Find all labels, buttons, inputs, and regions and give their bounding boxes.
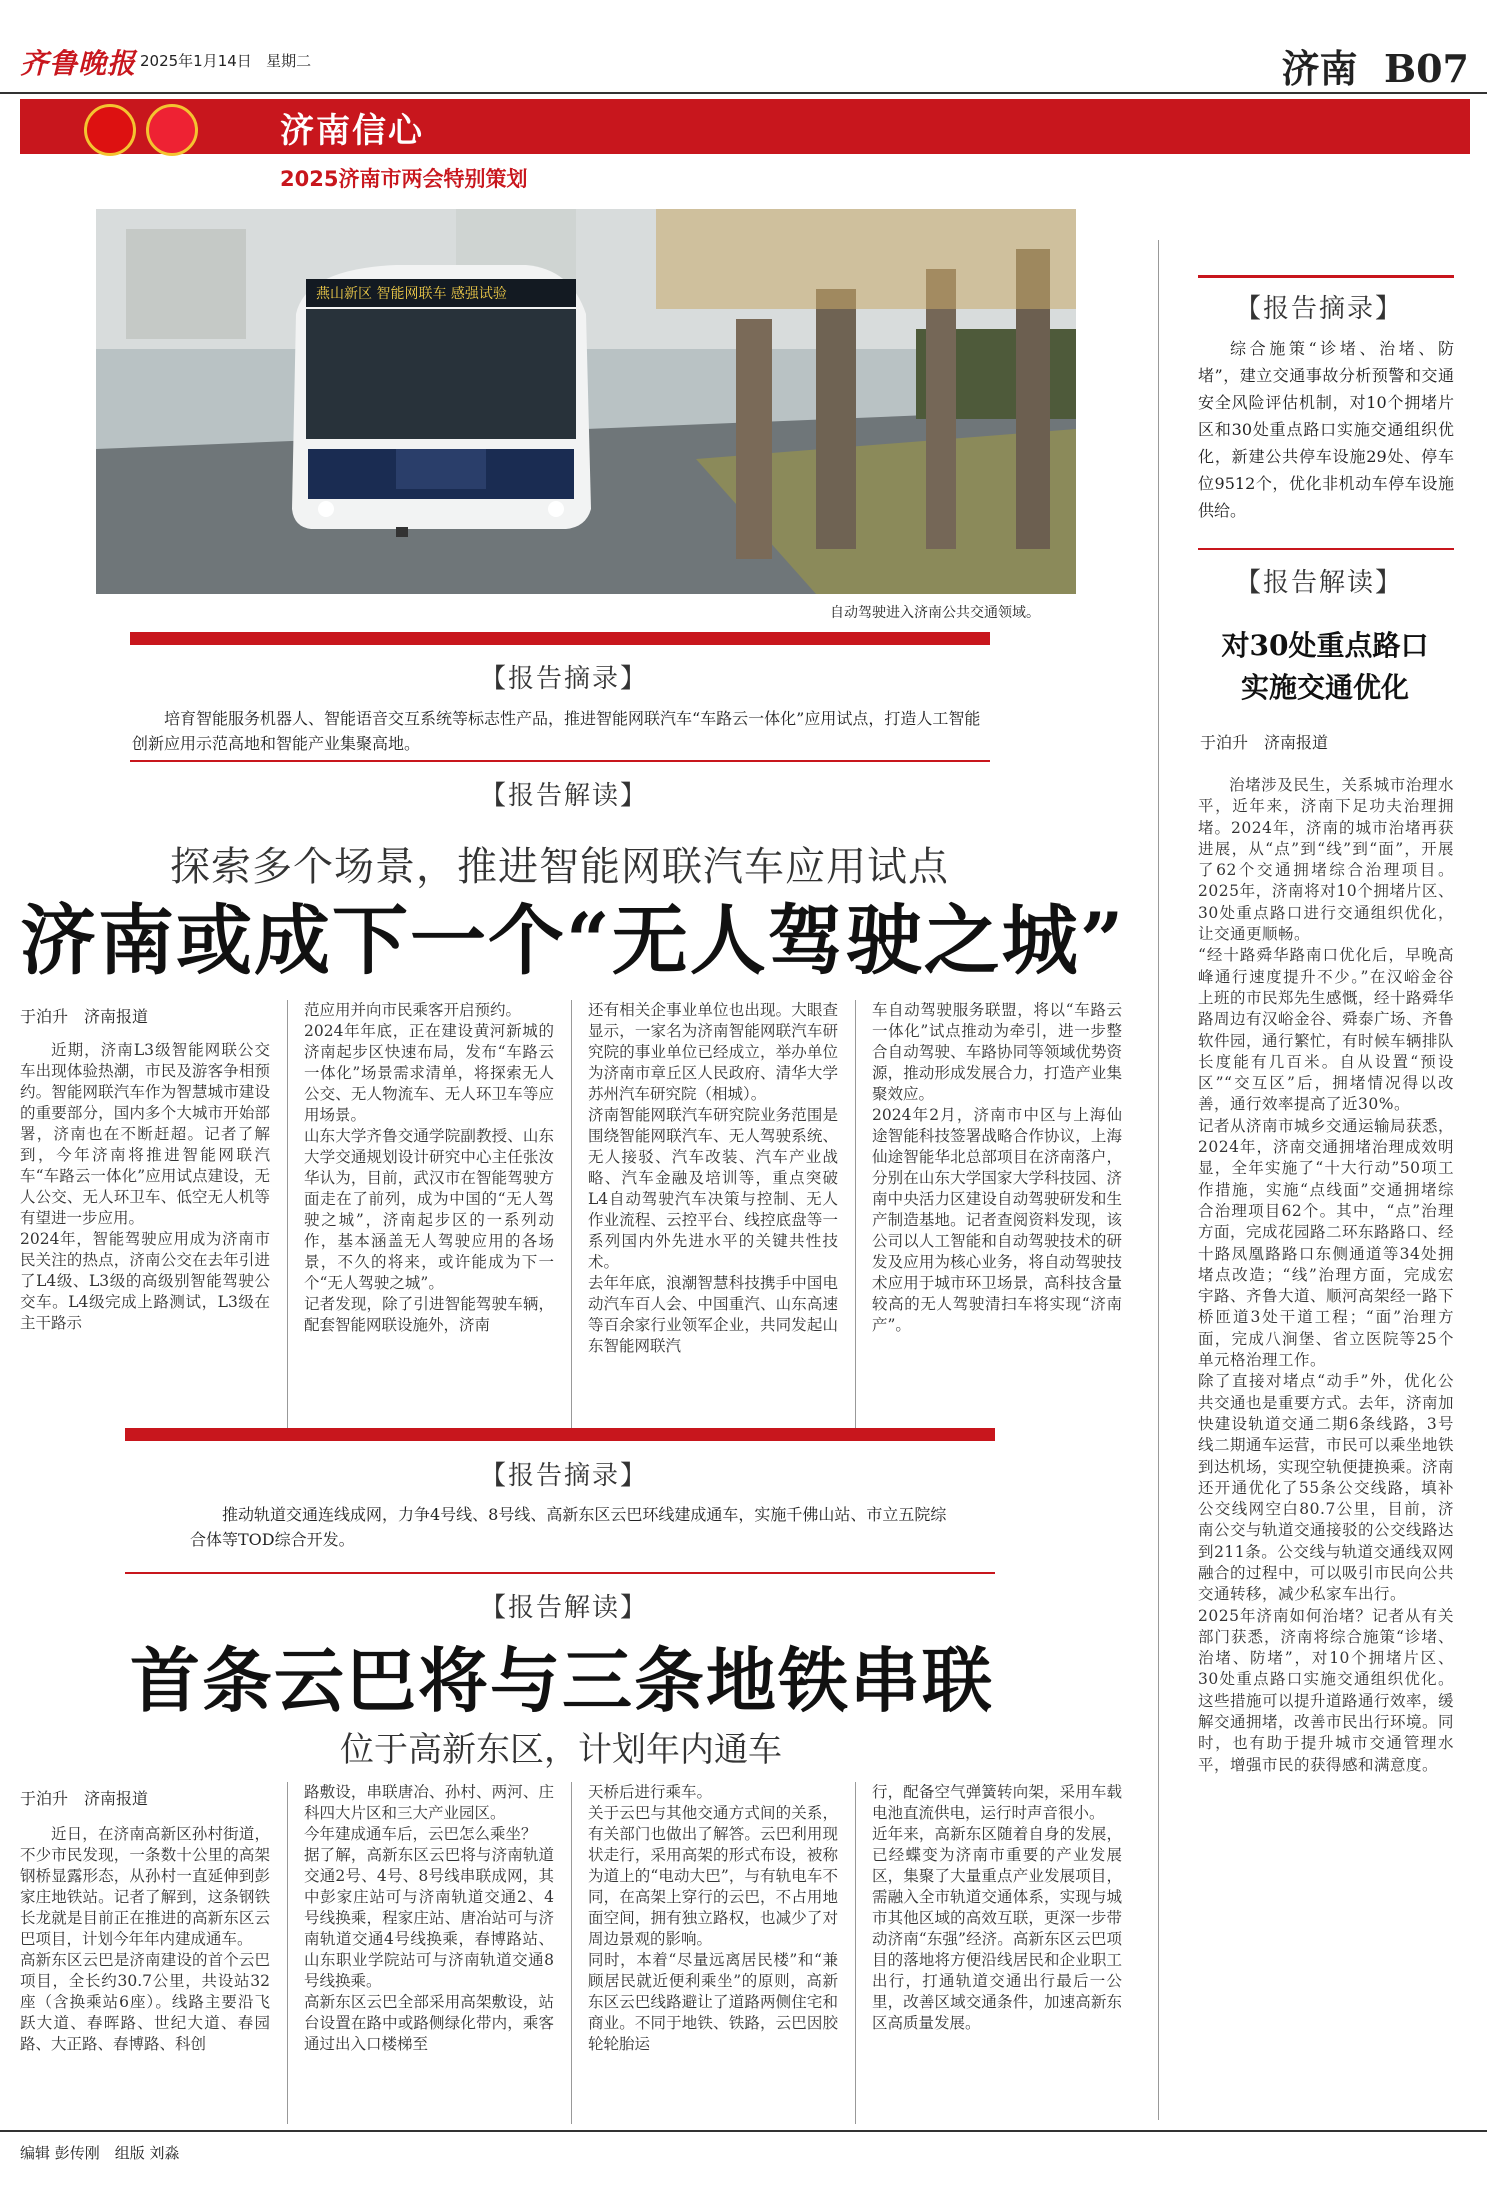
footer-rule <box>0 2130 1487 2132</box>
story2-column-1 <box>20 1824 270 2124</box>
story1-column-2-text: 范应用并向市民乘客开启预约。 2024年年底，正在建设黄河新城的济南起步区快速布局，发布“车路云一体化”场景需求清单，将探索无人公交、无人物流车、无人环卫车等应用场景。 山东大学齐鲁交通学院副教授、山东大学交通规划设计研究中心主任张汝华认为，目前，武汉市在智能驾驶方面走在了前列，成为中国的“无人驾驶之城”，济南起步区的一系列动作，基本涵盖无人驾驶应用的各场景，不久的将来，或许能成为下一个“无人驾驶之城”。 记者发现，除了引进智能驾驶车辆，配套智能网联设施外，济南 <box>304 1001 554 1334</box>
page-label <box>1282 38 1469 93</box>
story2-analysis-label: 【报告解读】 <box>480 1593 649 1623</box>
sidebar-divider <box>1158 240 1159 2120</box>
sidebar-headline-line2: 实施交通优化 <box>1240 671 1409 704</box>
weekday-text: 星期二 <box>266 52 312 70</box>
sidebar-excerpt-label: 【报告摘录】 <box>1235 294 1404 324</box>
story2-excerpt-label: 【报告摘录】 <box>480 1461 649 1491</box>
masthead-rule <box>0 92 1487 94</box>
story2-column-4-text: 行，配备空气弹簧转向架，采用车载电池直流供电，运行时声音很小。 近年来，高新东区随着自身的发展，已经蝶变为济南市重要的产业发展区，集聚了大量重点产业发展项目，需融入全市轨道交通体系，实现与城市其他区域的高效互联，更深一步带动济南“东强”经济。高新东区云巴项目的落地将方便沿线居民和企业职工出行，打通轨道交通出行最后一公里，改善区域交通条件，加速高新东区高质量发展。 <box>872 1783 1122 2032</box>
story2-top-bar <box>125 1428 995 1441</box>
sidebar-body-text: 治堵涉及民生，关系城市治理水平，近年来，济南下足功夫治理拥堵。2024年，济南的城市治堵再获进展，从“点”到“线”到“面”，开展了62个交通拥堵综合治理项目。2025年，济南将对10个拥堵片区、30处重点路口进行交通组织优化，让交通更顺畅。 “经十路舜华路南口优化后，早晚高峰通行速度提升不少。”在汉峪金谷上班的市民郑先生感慨，经十路舜华路周边有汉峪金谷、舜泰广场、齐鲁软件园，通行繁忙，有时候车辆排队长度能有几百米。自从设置“预设区”“交互区”后，拥堵情况得以改善，通行效率提高了近30%。 记者从济南市城乡交通运输局获悉，2024年，济南交通拥堵治理成效明显，全年实施了“十大行动”50项工作措施，实施“点线面”交通拥堵综合治理项目62个。其中，“点”治理方面，完成花园路二环东路路口、经十路凤凰路路口东侧通道等34处拥堵点改造；“线”治理方面，完成宏宇路、齐鲁大道、顺河高架经一路下桥匝道3处干道工程；“面”治理方面，完成八涧堡、省立医院等25个单元格治理工作。 除了直接对堵点“动手”外，优化公共交通也是重要方式。去年，济南加快建设轨道交通二期6条线路，3号线二期通车运营，市民可以乘坐地铁到达机场，实现空轨便捷换乘。济南还开通优化了55条公交线路，填补公交线网空白80.7公里，目前，济南公交与轨道交通接驳的公交线路达到211条。公交线与轨道交通线双网融合的过程中，可以吸引市民向公共交通转移，减少私家车出行。 2025年济南如何治堵？记者从有关部门获悉，济南将综合施策“诊堵、治堵、防堵”，对10个拥堵片区、30处重点路口实施交通组织优化。这些措施可以提升道路通行效率，缓解交通拥堵，改善市民出行环境。同时，也有助于提升城市交通管理水平，增强市民的获得感和满意度。 <box>1198 776 1454 1774</box>
sidebar-excerpt: 综合施策“诊堵、治堵、防堵”，建立交通事故分析预警和交通安全风险评估机制，对10个拥堵片区和30处重点路口实施交通组织优化，新建公共停车设施29处、停车位9512个，优化非机动车停车设施供给。 <box>1198 339 1454 520</box>
section-banner <box>20 99 1470 154</box>
story1-analysis-label: 【报告解读】 <box>480 781 649 811</box>
newspaper-logo: 齐鲁晚报 <box>20 47 137 80</box>
sidebar-headline-line1: 对30处重点路口 <box>1221 629 1429 662</box>
page-number: B07 <box>1384 46 1469 91</box>
sidebar-top-rule <box>1198 275 1454 278</box>
story2-column-4 <box>872 1782 1122 2124</box>
section-title: 济南信心 <box>280 111 424 151</box>
column-divider <box>855 1000 856 1430</box>
story2-headline: 首条云巴将与三条地铁串联 <box>130 1639 994 1722</box>
column-divider <box>571 1000 572 1430</box>
column-divider <box>287 1782 288 2124</box>
sidebar-headline <box>1190 625 1460 709</box>
story1-column-3-text: 还有相关企事业单位也出现。大眼查显示，一家名为济南智能网联汽车研究院的事业单位已经成立，举办单位为济南市章丘区人民政府、清华大学苏州汽车研究院（相城）。 济南智能网联汽车研究院业务范围是围绕智能网联汽车、无人驾驶系统、无人接驳、汽车改装、汽车产业战略、汽车金融及培训等，重点突破L4自动驾驶汽车决策与控制、无人作业流程、云控平台、线控底盘等一系列国内外先进水平的关键共性技术。 去年年底，浪潮智慧科技携手中国电动汽车百人会、中国重汽、山东高速等百余家行业领军企业，共同发起山东智能网联汽 <box>588 1001 838 1355</box>
story1-column-4-text: 车自动驾驶服务联盟，将以“车路云一体化”试点推动为牵引，进一步整合自动驾驶、车路协同等领域优势资源，推动形成发展合力，打造产业集聚效应。 2024年2月，济南市中区与上海仙途智能科技签署战略合作协议，上海仙途智能华北总部项目在济南落户，分别在山东大学国家大学科技园、济南中央活力区建设自动驾驶研发和生产制造基地。记者查阅资料发现，该公司以人工智能和自动驾驶技术的研发及应用为核心业务，将自动驾驶技术应用于城市环卫场景，高科技含量较高的无人驾驶清扫车将实现“济南产”。 <box>872 1001 1122 1334</box>
story1-excerpt-label: 【报告摘录】 <box>480 664 649 694</box>
column-divider <box>571 1782 572 2124</box>
footer-credits: 编辑 彭传刚 组版 刘淼 <box>20 2144 180 2162</box>
story1-column-3 <box>588 1000 838 1430</box>
story2-column-3-text: 天桥后进行乘车。 关于云巴与其他交通方式间的关系，有关部门也做出了解答。云巴利用现状走行，采用高架的形式布设，被称为道上的“电动大巴”，与有轨电车不同，在高架上穿行的云巴，不占用地面空间，拥有独立路权，也减少了对周边景观的影响。 同时，本着“尽量远离居民楼”和“兼顾居民就近便利乘坐”的原则，高新东区云巴线路避让了道路两侧住宅和商业。不同于地铁、铁路，云巴因胶轮轮胎运 <box>588 1783 838 2053</box>
story2-deck: 位于高新东区，计划年内通车 <box>340 1730 782 1770</box>
story2-excerpt-rule <box>125 1572 995 1574</box>
sidebar-excerpt-rule <box>1198 548 1454 550</box>
story1-excerpt: 培育智能服务机器人、智能语音交互系统等标志性产品，推进智能网联汽车“车路云一体化”应用试点，打造人工智能创新应用示范高地和智能产业集聚高地。 <box>132 709 981 753</box>
story1-byline: 于泊升 济南报道 <box>20 1007 149 1026</box>
bus-destination-sign: 燕山新区 智能网联车 感强试验 <box>316 286 507 302</box>
story1-headline: 济南或成下一个“无人驾驶之城” <box>20 896 1126 985</box>
story1-column-1 <box>20 1040 270 1430</box>
issue-date <box>140 50 311 71</box>
column-divider <box>855 1782 856 2124</box>
story2-column-2 <box>304 1782 554 2124</box>
story2-column-2-text: 路敷设，串联唐冶、孙村、两河、庄科四大片区和三大产业园区。 今年建成通车后，云巴怎么乘坐？ 据了解，高新东区云巴将与济南轨道交通2号、4号、8号线串联成网，其中彭家庄站可与济南轨道交通2、4号线换乘，程家庄站、唐冶站可与济南轨道交通4号线换乘，春博路站、山东职业学院站可与济南轨道交通8号线换乘。 高新东区云巴全部采用高架敷设，站台设置在路中或路侧绿化带内，乘客通过出入口楼梯至 <box>304 1783 554 2053</box>
story2-column-1-text: 近日，在济南高新区孙村街道，不少市民发现，一条数十公里的高架钢桥显露形态，从孙村一直延伸到彭家庄地铁站。记者了解到，这条钢铁长龙就是目前正在推进的高新东区云巴项目，计划今年年内建成通车。 高新东区云巴是济南建设的首个云巴项目，全长约30.7公里，共设站32座（含换乘站6座）。线路主要沿飞跃大道、春晖路、世纪大道、春园路、大正路、春博路、科创 <box>20 1825 270 2053</box>
column-divider <box>287 1000 288 1430</box>
story1-column-4 <box>872 1000 1122 1430</box>
story1-deck: 探索多个场景，推进智能网联汽车应用试点 <box>170 844 949 890</box>
bus-photo <box>96 209 1076 594</box>
photo-caption: 自动驾驶进入济南公共交通领域。 <box>830 605 1040 621</box>
story1-top-bar <box>130 632 990 645</box>
story1-excerpt-rule <box>130 760 990 762</box>
city-name: 济南 <box>1281 46 1358 91</box>
sidebar-byline: 于泊升 济南报道 <box>1200 733 1329 752</box>
sidebar-body <box>1198 775 1454 2120</box>
story1-column-1-text: 近期，济南L3级智能网联公交车出现体验热潮，市民及游客争相预约。智能网联汽车作为智慧城市建设的重要部分，国内多个大城市开始部署，济南也在不断赶超。记者了解到，今年济南将推进智能网联汽车“车路云一体化”应用试点建设，无人公交、无人环卫车、低空无人机等有望进一步应用。 2024年，智能驾驶应用成为济南市民关注的热点，济南公交在去年引进了L4级、L3级的高级别智能驾驶公交车。L4级完成上路测试，L3级在主干路示 <box>20 1041 270 1332</box>
cppcc-emblem-icon <box>146 104 198 156</box>
national-emblem-icon <box>84 104 136 156</box>
date-text: 2025年1月14日 <box>140 52 252 70</box>
story2-byline: 于泊升 济南报道 <box>20 1789 149 1808</box>
section-subtitle: 2025济南市两会特别策划 <box>280 167 528 191</box>
sidebar-analysis-label: 【报告解读】 <box>1235 568 1404 598</box>
story2-column-3 <box>588 1782 838 2124</box>
story2-excerpt: 推动轨道交通连线成网，力争4号线、8号线、高新东区云巴环线建成通车，实施千佛山站、市立五院综合体等TOD综合开发。 <box>190 1505 947 1549</box>
story1-column-2 <box>304 1000 554 1430</box>
